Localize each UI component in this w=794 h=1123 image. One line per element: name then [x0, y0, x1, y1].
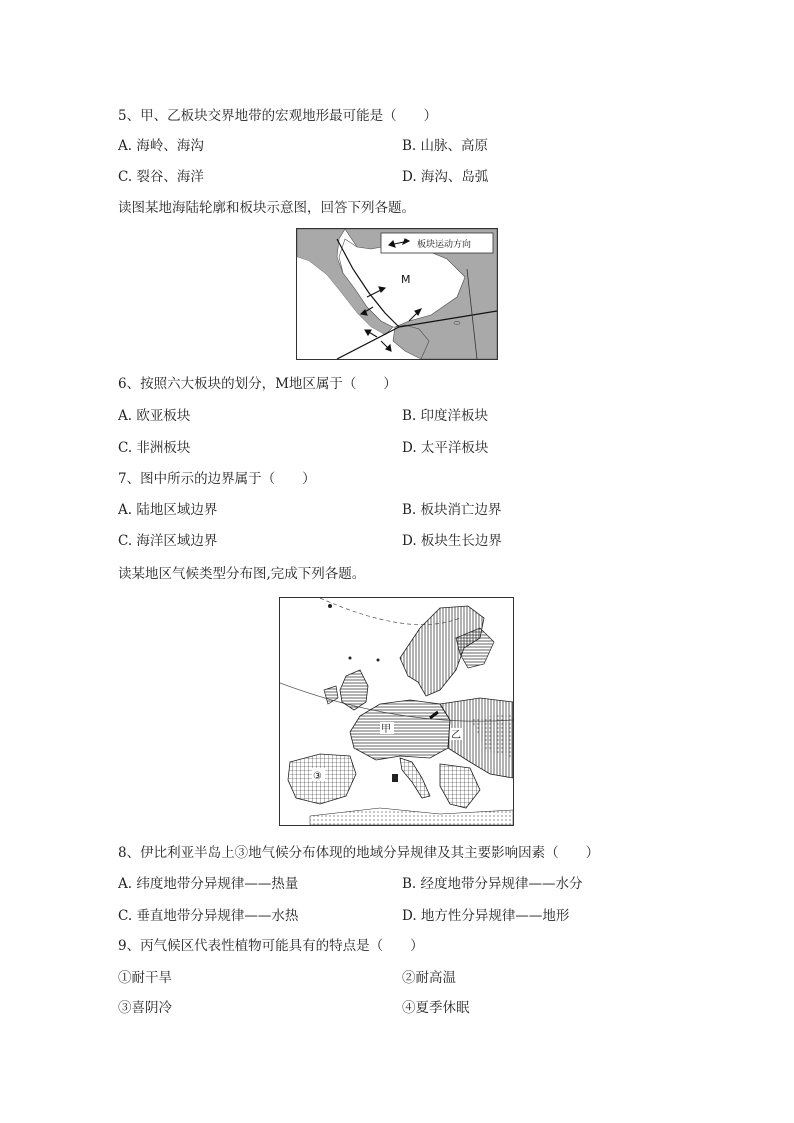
map2-intro: 读某地区气候类型分布图,完成下列各题。	[118, 566, 366, 582]
q8-option-b: B. 经度地带分异规律——水分	[402, 876, 583, 892]
q9-option-4: ④夏季休眠	[402, 1000, 470, 1016]
q8-stem: 8、伊比利亚半岛上③地气候分布体现的地域分异规律及其主要影响因素（ ）	[118, 845, 600, 861]
q5-option-c: C. 裂谷、海洋	[118, 169, 204, 185]
q9-option-3: ③喜阴冷	[118, 1000, 172, 1016]
q8-option-d: D. 地方性分异规律——地形	[402, 908, 570, 924]
climate-map-figure	[279, 597, 514, 826]
q5-option-a: A. 海岭、海沟	[118, 138, 204, 154]
q5-option-b: B. 山脉、高原	[402, 138, 489, 154]
climate-map-label-3: ③	[313, 771, 322, 782]
q7-option-d: D. 板块生长边界	[402, 533, 502, 549]
q8-option-a: A. 纬度地带分异规律——热量	[118, 876, 299, 892]
q6-option-a: A. 欧亚板块	[118, 408, 191, 424]
plate-map-legend-label: 板块运动方向	[417, 240, 472, 250]
plate-map-figure	[296, 228, 498, 360]
climate-map	[280, 598, 513, 825]
q9-option-1: ①耐干旱	[118, 970, 172, 986]
q7-stem: 7、图中所示的边界属于（ ）	[118, 471, 316, 487]
q6-option-b: B. 印度洋板块	[402, 408, 489, 424]
q7-option-c: C. 海洋区域边界	[118, 533, 218, 549]
plate-map-label-m: M	[401, 273, 411, 286]
plate-map	[297, 229, 497, 359]
q5-option-d: D. 海沟、岛弧	[402, 169, 489, 185]
map1-intro: 读图某地海陆轮廓和板块示意图，回答下列各题。	[118, 200, 415, 216]
q9-option-2: ②耐高温	[402, 970, 456, 986]
q8-option-c: C. 垂直地带分异规律——水热	[118, 908, 299, 924]
q5-stem: 5、甲、乙板块交界地带的宏观地形最可能是（ ）	[118, 108, 438, 124]
q6-option-c: C. 非洲板块	[118, 440, 191, 456]
q6-stem: 6、按照六大板块的划分，M地区属于（ ）	[118, 376, 397, 392]
q7-option-a: A. 陆地区域边界	[118, 502, 218, 518]
q6-option-d: D. 太平洋板块	[402, 440, 489, 456]
climate-map-label-yi: 乙	[451, 730, 461, 741]
q9-stem: 9、丙气候区代表性植物可能具有的特点是（ ）	[118, 938, 424, 954]
climate-map-label-jia: 甲	[381, 724, 391, 735]
q7-option-b: B. 板块消亡边界	[402, 502, 502, 518]
